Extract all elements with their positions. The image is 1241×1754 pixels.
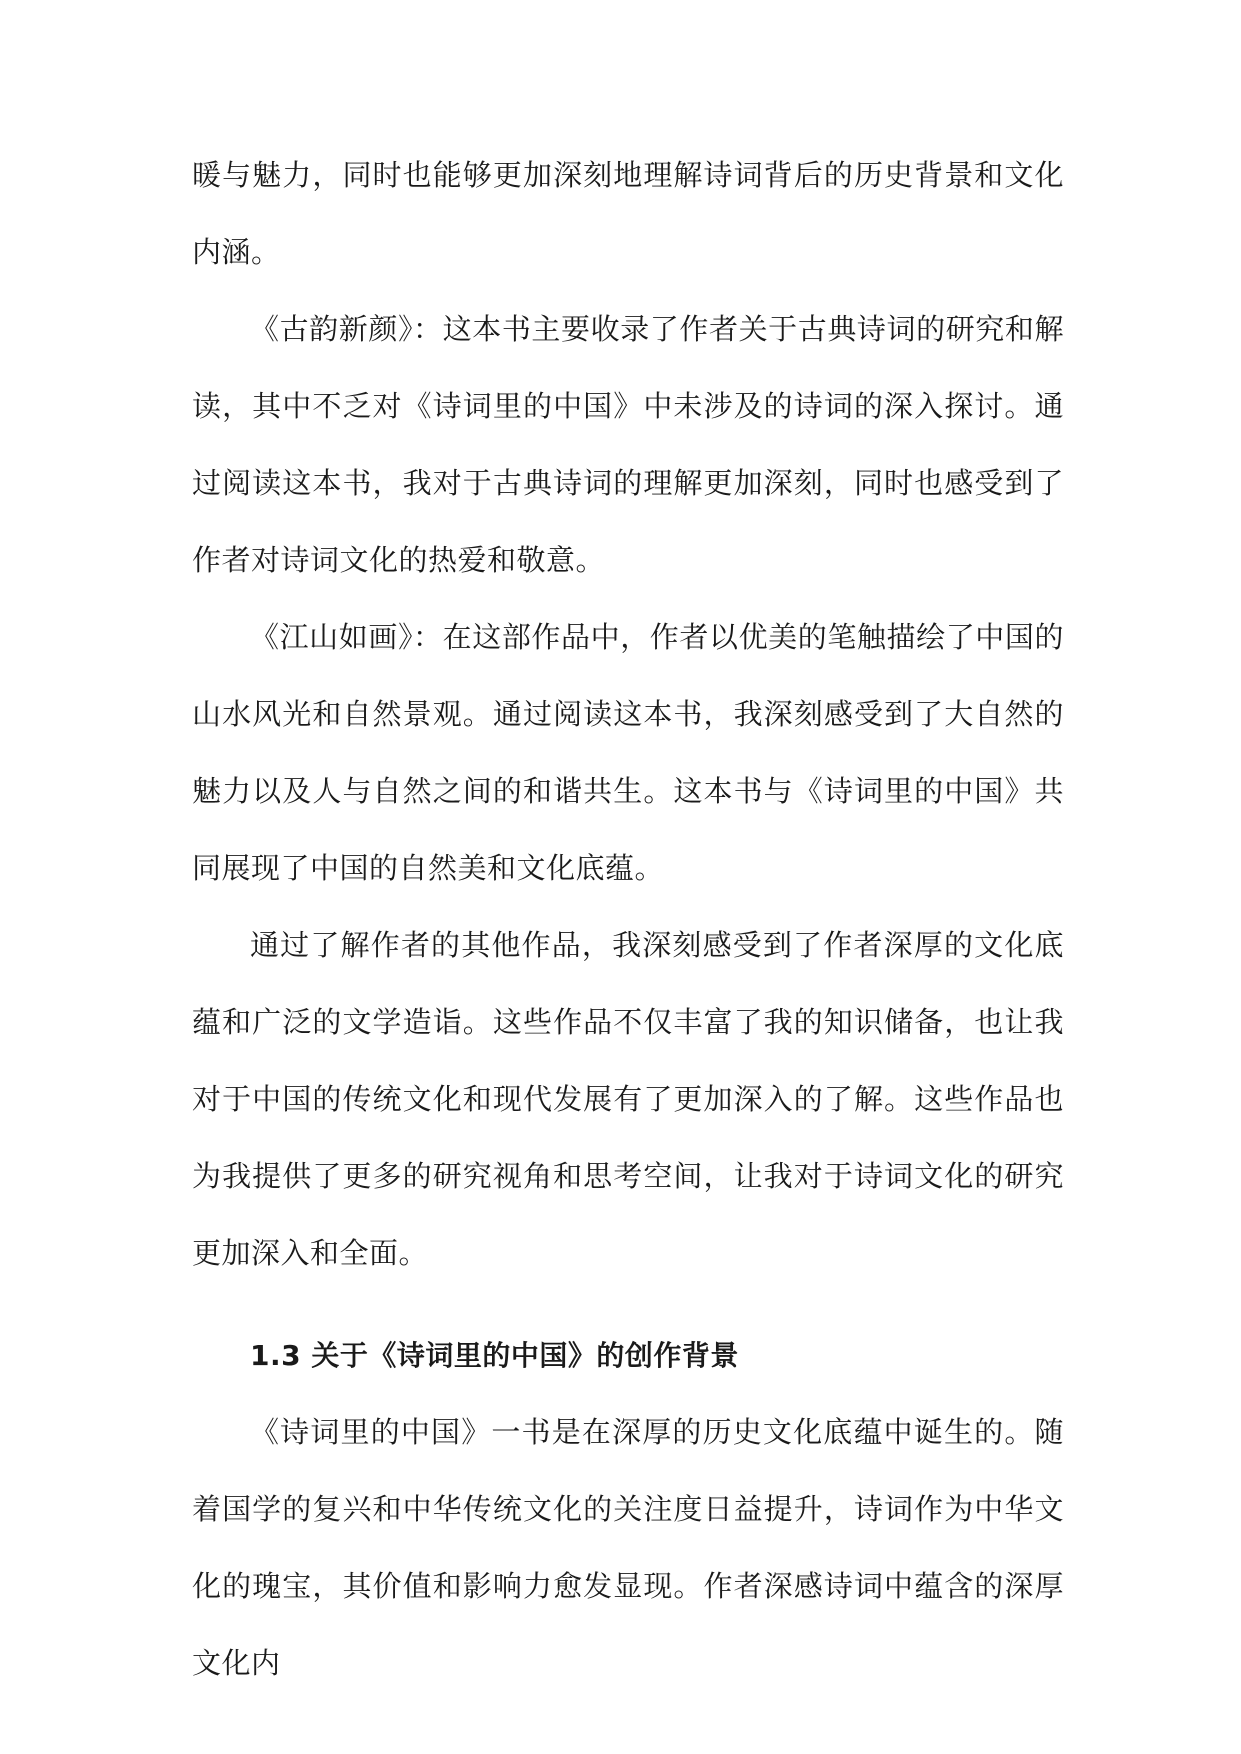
section-heading: 1.3 关于《诗词里的中国》的创作背景 — [250, 1339, 739, 1372]
document-body — [192, 137, 1064, 1702]
paragraph-jiangshan-ruhua: 《江山如画》：在这部作品中，作者以优美的笔触描绘了中国的山水风光和自然景观。通过阅读这本书，我深刻感受到了大自然的魅力以及人与自然之间的和谐共生。这本书与《诗词里的中国》共同展现了中国的自然美和文化底蕴。 — [192, 620, 1064, 885]
paragraph-guyun-xinyan: 《古韵新颜》：这本书主要收录了作者关于古典诗词的研究和解读，其中不乏对《诗词里的中国》中未涉及的诗词的深入探讨。通过阅读这本书，我对于古典诗词的理解更加深刻，同时也感受到了作者对诗词文化的热爱和敬意。 — [192, 312, 1064, 577]
paragraph-creation-background: 《诗词里的中国》一书是在深厚的历史文化底蕴中诞生的。随着国学的复兴和中华传统文化的关注度日益提升，诗词作为中华文化的瑰宝，其价值和影响力愈发显现。作者深感诗词中蕴含的深厚文化内 — [192, 1415, 1064, 1680]
paragraph-continuation: 暖与魅力，同时也能够更加深刻地理解诗词背后的历史背景和文化内涵。 — [192, 158, 1064, 269]
paragraph-other-works-summary: 通过了解作者的其他作品，我深刻感受到了作者深厚的文化底蕴和广泛的文学造诣。这些作品不仅丰富了我的知识储备，也让我对于中国的传统文化和现代发展有了更加深入的了解。这些作品也为我提供了更多的研究视角和思考空间，让我对于诗词文化的研究更加深入和全面。 — [192, 928, 1064, 1270]
